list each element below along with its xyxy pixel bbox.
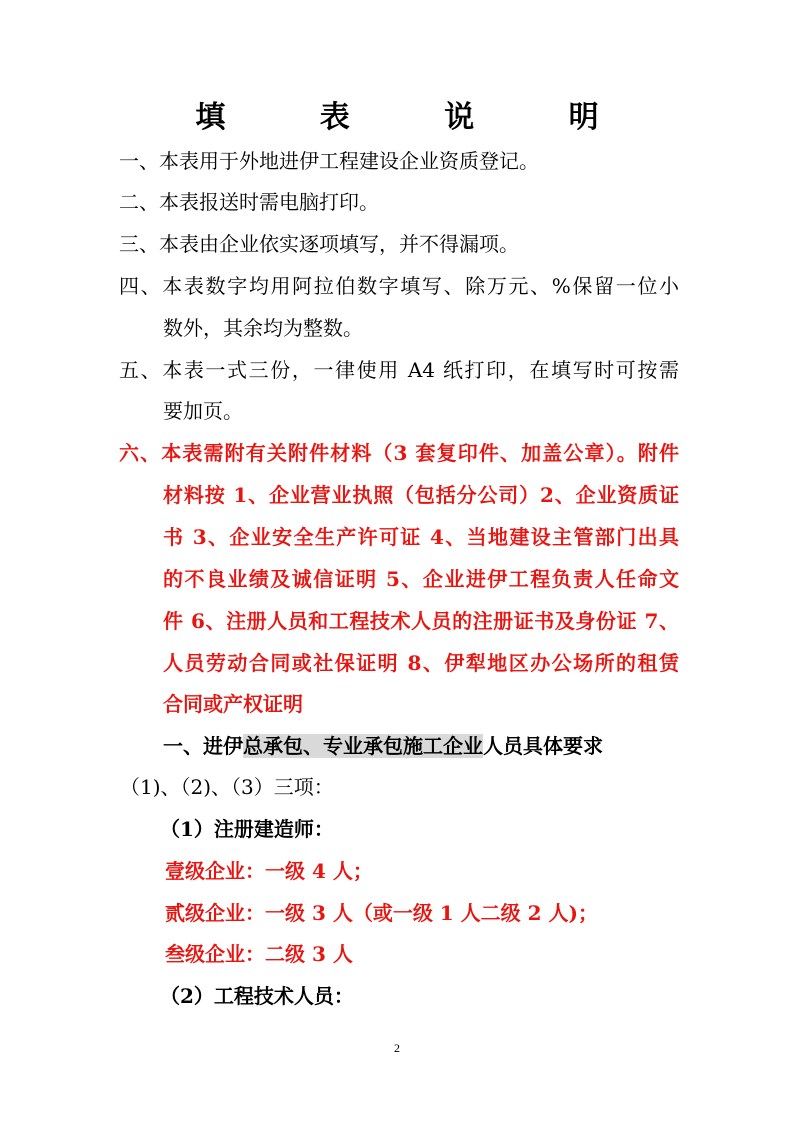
section-heading-highlight: 总承包、专业承包施工企业 xyxy=(243,734,483,758)
page-number: 2 xyxy=(394,1041,400,1055)
section-heading xyxy=(163,731,679,761)
section-heading-continued: （1)、（2)、（3）三项： xyxy=(120,775,334,799)
level-3-requirement: 叁级企业：二级 3 人 xyxy=(165,942,353,966)
level-1-requirement: 壹级企业：一级 4 人； xyxy=(165,859,373,883)
item-6-line-3: 书 3、企业安全生产许可证 4、当地建设主管部门出具 xyxy=(163,525,679,549)
page-title: 填 表 说 明 xyxy=(195,100,641,135)
section-heading-pre: 一、进伊 xyxy=(163,734,243,758)
item-1: 一、本表用于外地进伊工程建设企业资质登记。 xyxy=(119,149,539,173)
subsection-2: （2）工程技术人员： xyxy=(160,984,354,1008)
item-6-line-5: 件 6、注册人员和工程技术人员的注册证书及身份证 7、 xyxy=(163,609,679,633)
subsection-1: （1）注册建造师： xyxy=(160,817,334,841)
level-2-requirement: 贰级企业：一级 3 人（或一级 1 人二级 2 人)； xyxy=(165,901,598,925)
item-5-line-1: 五、本表一式三份，一律使用 A4 纸打印，在填写时可按需 xyxy=(119,358,679,382)
item-2: 二、本表报送时需电脑打印。 xyxy=(119,190,379,214)
item-4-line-1: 四、本表数字均用阿拉伯数字填写、除万元、%保留一位小 xyxy=(119,274,679,298)
item-6-line-7: 合同或产权证明 xyxy=(163,692,303,716)
item-5-line-2: 要加页。 xyxy=(163,399,243,423)
item-4-line-2: 数外，其余均为整数。 xyxy=(163,316,363,340)
item-6-line-2: 材料按 1、企业营业执照（包括分公司）2、企业资质证 xyxy=(163,483,679,507)
item-6-line-6: 人员劳动合同或社保证明 8、伊犁地区办公场所的租赁 xyxy=(163,651,679,675)
item-3: 三、本表由企业依实逐项填写，并不得漏项。 xyxy=(119,232,519,256)
item-6-line-4: 的不良业绩及诚信证明 5、企业进伊工程负责人任命文 xyxy=(163,567,679,591)
section-heading-post: 人员具体要求 xyxy=(483,734,603,758)
item-6-line-1: 六、本表需附有关附件材料（3 套复印件、加盖公章）。附件 xyxy=(119,441,679,465)
